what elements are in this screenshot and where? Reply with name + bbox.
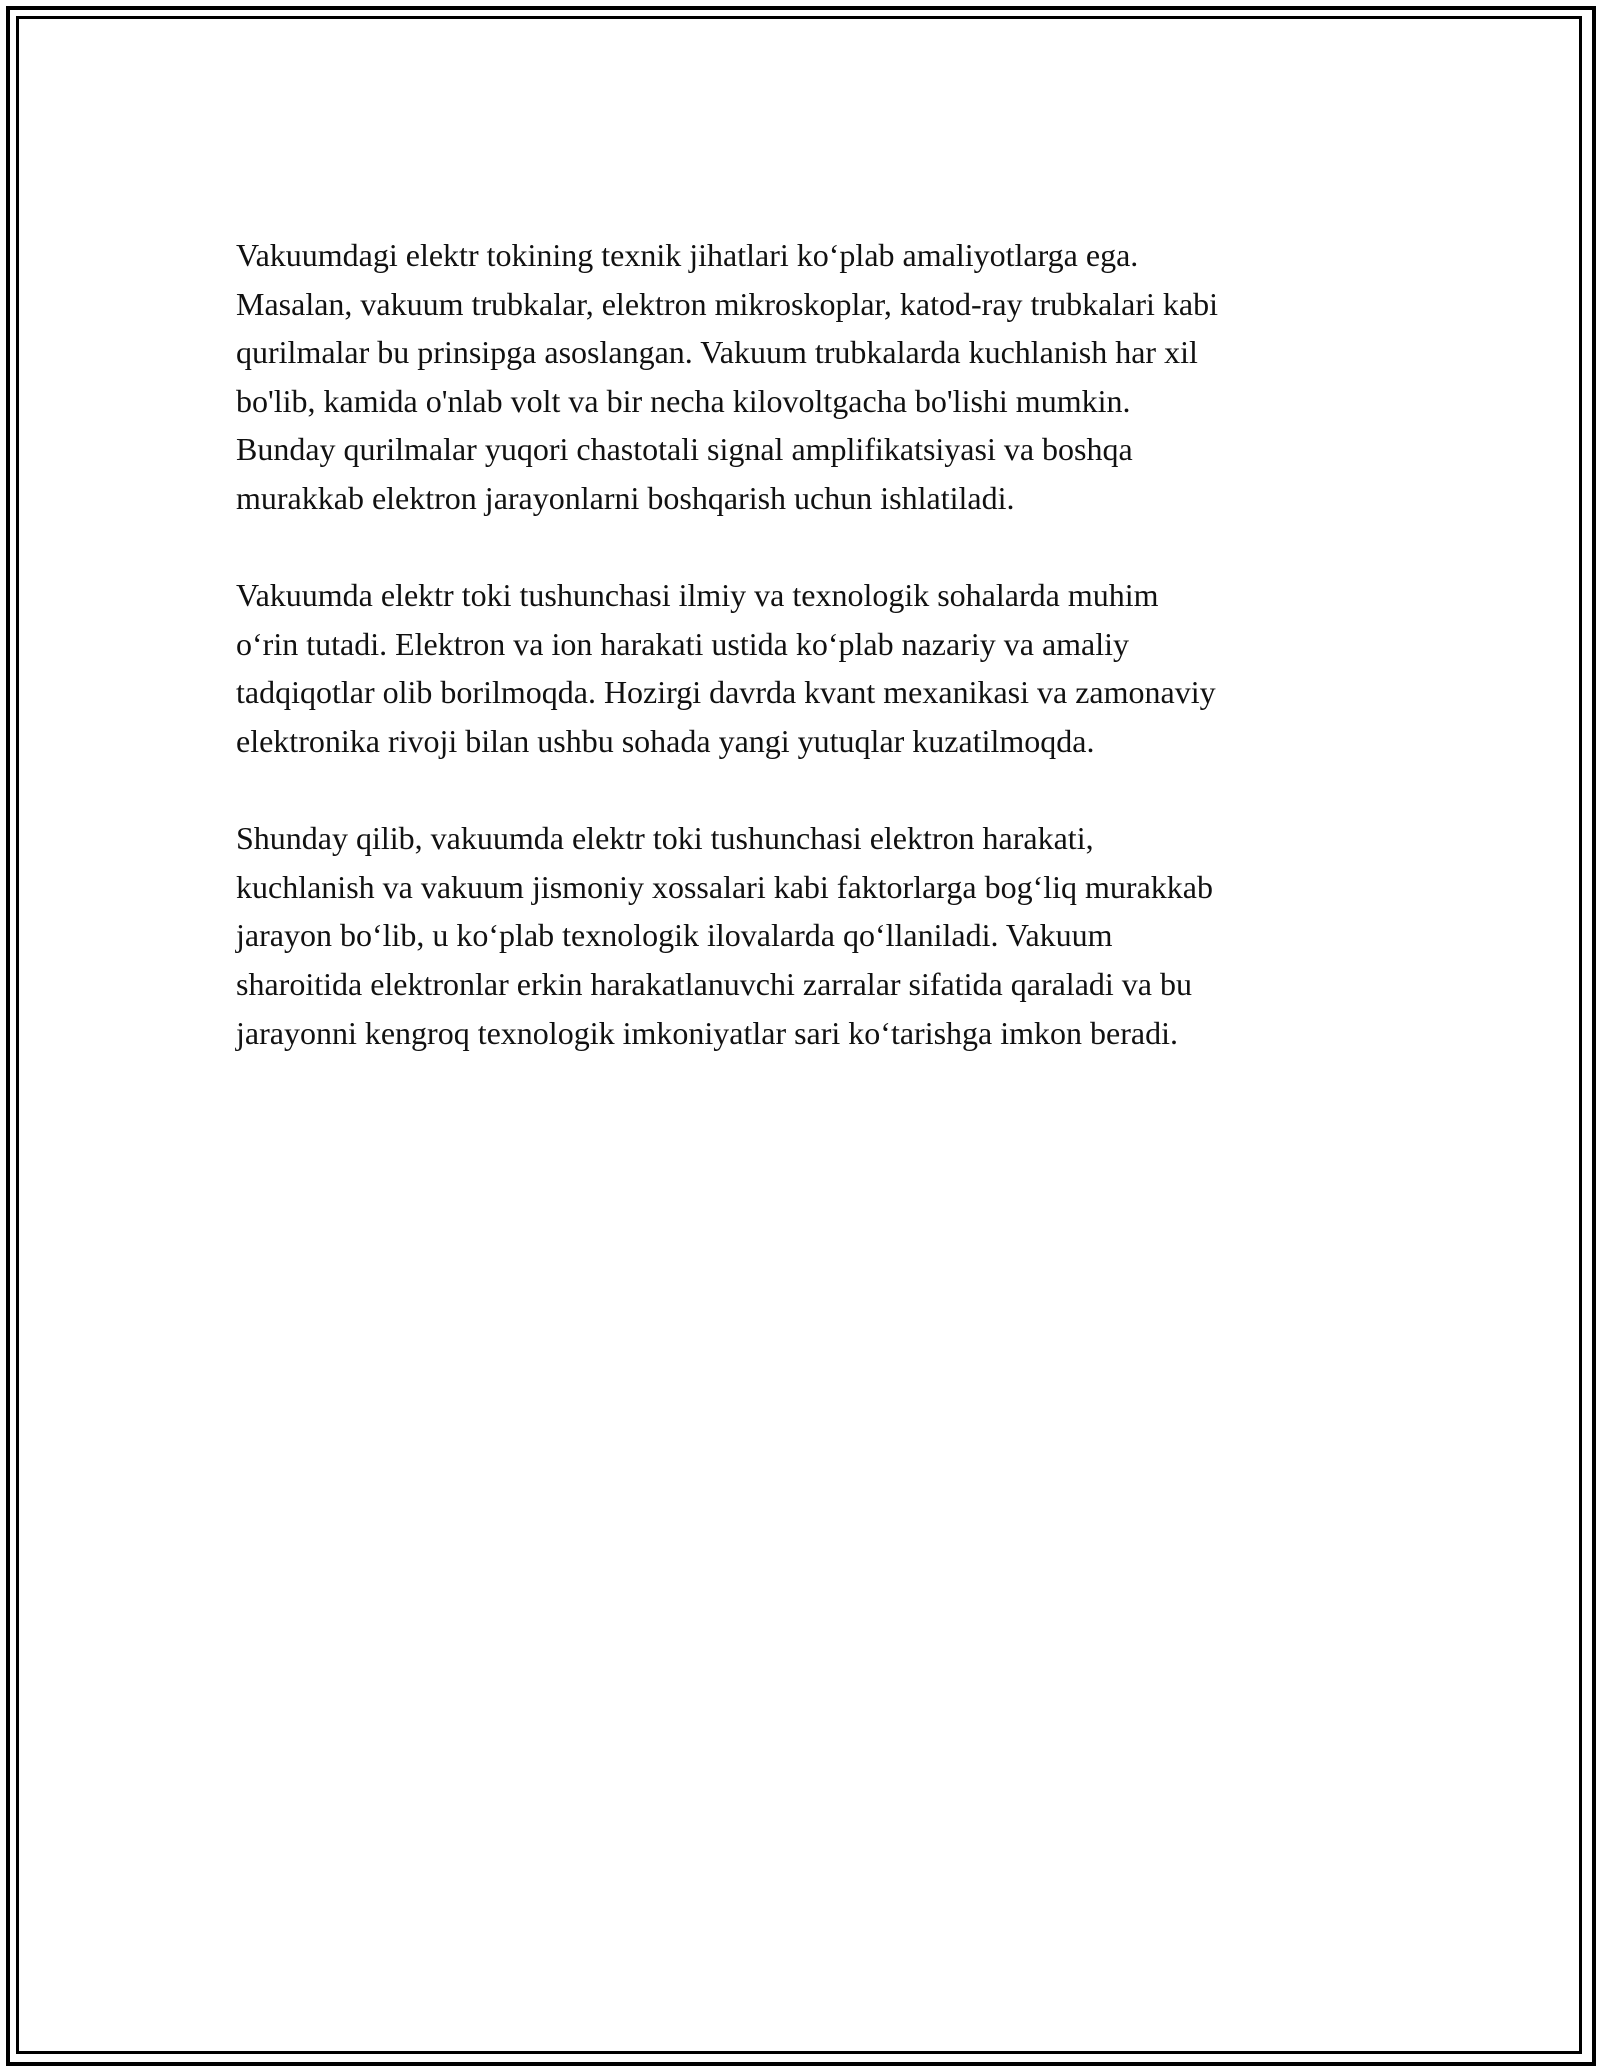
document-body	[236, 231, 1396, 1106]
paragraph-2: Vakuumda elektr toki tushunchasi ilmiy va texnologik sohalarda muhim o‘rin tutadi. Elektron va ion harakati ustida ko‘plab nazariy va amaliy tadqiqotlar olib borilmoqda. Hozirgi davrda kvant mexanikasi va zamonaviy elektronika rivoji bilan ushbu sohada yangi yutuqlar kuzatilmoqda.	[236, 577, 1216, 759]
paragraph-3: Shunday qilib, vakuumda elektr toki tushunchasi elektron harakati, kuchlanish va vakuum jismoniy xossalari kabi faktorlarga bog‘liq murakkab jarayon bo‘lib, u ko‘plab texnologik ilovalarda qo‘llaniladi. Vakuum sharoitida elektronlar erkin harakatlanuvchi zarralar sifatida qaraladi va bu jarayonni kengroq texnologik imkoniyatlar sari ko‘tarishga imkon beradi.	[236, 820, 1213, 1051]
paragraph-1: Vakuumdagi elektr tokining texnik jihatlari ko‘plab amaliyotlarga ega. Masalan, vakuum trubkalar, elektron mikroskoplar, katod-ray trubkalari kabi qurilmalar bu prinsipga asoslangan. Vakuum trubkalarda kuchlanish har xil bo'lib, kamida o'nlab volt va bir necha kilovoltgacha bo'lishi mumkin. Bunday qurilmalar yuqori chastotali signal amplifikatsiyasi va boshqa murakkab elektron jarayonlarni boshqarish uchun ishlatiladi.	[236, 237, 1219, 516]
